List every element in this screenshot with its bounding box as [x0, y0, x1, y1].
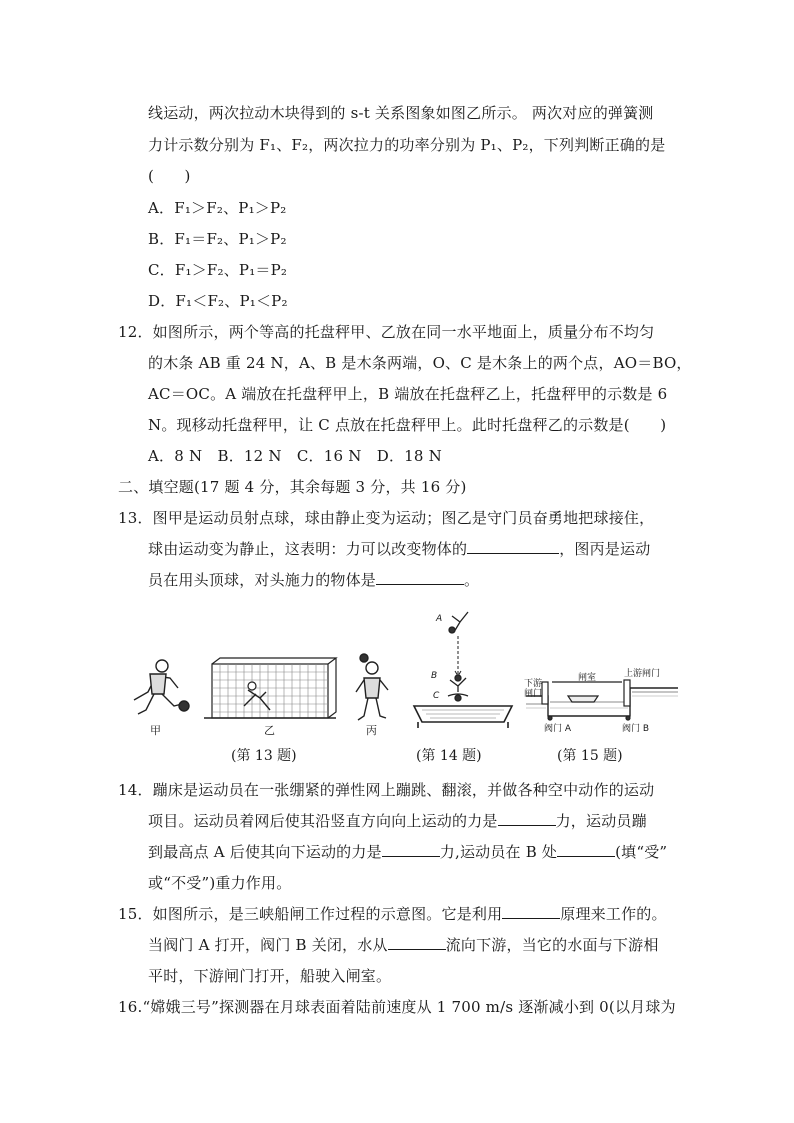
label-zhamen: 闸门	[524, 689, 543, 699]
q14-text-c: 到最高点 A 后使其向下运动的力是	[148, 843, 382, 861]
q15-blank-2[interactable]	[388, 935, 446, 950]
section-heading: 二、填空题(17 题 4 分，其余每题 3 分，共 16 分)	[118, 478, 467, 496]
q14-line1: 14．蹦床是运动员在一张绷紧的弹性网上蹦跳、翻滚，并做各种空中动作的运动	[118, 781, 655, 799]
q14-text-e: (填“受”	[615, 843, 668, 861]
label-xiayou: 下游	[524, 679, 543, 689]
label-B: B	[431, 671, 438, 681]
kicker-figure	[134, 660, 189, 714]
q14-blank-3[interactable]	[557, 842, 615, 857]
figure-14-trampoline	[408, 606, 518, 730]
caption-14: (第 14 题)	[416, 748, 482, 764]
label-jia: 甲	[150, 724, 161, 737]
caption-15: (第 15 题)	[557, 748, 623, 764]
q13-text-d: 。	[464, 571, 480, 589]
q14-text-a: 项目。运动员着网后使其沿竖直方向向上运动的力是	[148, 812, 498, 830]
q15-text-a: 15．如图所示，是三峡船闸工作过程的示意图。它是利用	[118, 905, 503, 923]
q14-line2	[148, 811, 647, 831]
q16-line1: 16.“嫦娥三号”探测器在月球表面着陆前速度从 1 700 m/s 逐渐减小到 0(以月球为	[118, 998, 676, 1016]
label-bing: 丙	[366, 724, 377, 737]
q11-line2: 力计示数分别为 F₁、F₂，两次拉力的功率分别为 P₁、P₂，下列判断正确的是	[148, 136, 666, 154]
q15-text-c: 当阀门 A 打开，阀门 B 关闭，水从	[148, 936, 388, 954]
q15-blank-1[interactable]	[502, 904, 560, 919]
q14-blank-2[interactable]	[382, 842, 440, 857]
header-figure	[356, 654, 388, 720]
q13-line1: 13．图甲是运动员射点球，球由静止变为运动；图乙是守门员奋勇地把球接住，	[118, 509, 655, 527]
q12-line1: 12．如图所示，两个等高的托盘秤甲、乙放在同一水平地面上，质量分布不均匀	[118, 323, 655, 341]
q13-line2	[148, 539, 650, 559]
q11-option-b: B．F₁＝F₂、P₁＞P₂	[148, 230, 287, 248]
q15-text-d: 流向下游，当它的水面与下游相	[445, 936, 659, 954]
q14-line3	[148, 842, 667, 862]
q14-blank-1[interactable]	[498, 811, 556, 826]
q13-blank-1[interactable]	[467, 539, 559, 554]
q14-text-b: 力，运动员蹦	[555, 812, 647, 830]
figure-13-soccer	[120, 648, 400, 738]
q13-line3	[148, 570, 479, 590]
q13-blank-2[interactable]	[376, 570, 464, 585]
q11-line1: 线运动，两次拉动木块得到的 s-t 关系图象如图乙所示。 两次对应的弹簧测	[148, 104, 654, 122]
q14-line4: 或“不受”)重力作用。	[148, 874, 292, 892]
q11-option-c: C．F₁＞F₂、P₁＝P₂	[148, 261, 288, 279]
label-famen-b: 阀门 B	[622, 724, 650, 734]
q12-line3: AC＝OC。A 端放在托盘秤甲上，B 端放在托盘秤乙上，托盘秤甲的示数是 6	[148, 385, 668, 403]
q11-option-a: A．F₁＞F₂、P₁＞P₂	[148, 199, 287, 217]
label-famen-a: 阀门 A	[544, 724, 572, 734]
q12-line2: 的木条 AB 重 24 N，A、B 是木条两端，O、C 是木条上的两个点，AO＝BO，	[148, 354, 692, 372]
q12-options: A．8 N B．12 N C．16 N D．18 N	[148, 447, 442, 465]
q12-line4: N。现移动托盘秤甲，让 C 点放在托盘秤甲上。此时托盘秤乙的示数是( )	[148, 416, 667, 434]
caption-13: (第 13 题)	[231, 748, 297, 764]
label-yi: 乙	[264, 724, 275, 737]
q11-option-d: D．F₁＜F₂、P₁＜P₂	[148, 292, 288, 310]
label-zhashi: 闸室	[578, 673, 597, 683]
q14-text-d: 力,运动员在 B 处	[439, 843, 558, 861]
label-C: C	[433, 691, 440, 701]
label-A: A	[436, 614, 443, 624]
label-shangyou: 上游闸门	[624, 669, 661, 679]
goal-figure	[204, 658, 336, 718]
q15-line1	[118, 904, 667, 924]
q13-text-b: ，图丙是运动	[559, 540, 651, 558]
q15-line3: 平时，下游闸门打开，船驶入闸室。	[148, 967, 392, 985]
q13-text-a: 球由运动变为静止，这表明：力可以改变物体的	[148, 540, 468, 558]
q15-line2	[148, 935, 659, 955]
q13-text-c: 员在用头顶球，对头施力的物体是	[148, 571, 377, 589]
q15-text-b: 原理来工作的。	[560, 905, 667, 923]
q11-line3: ( )	[148, 167, 191, 185]
